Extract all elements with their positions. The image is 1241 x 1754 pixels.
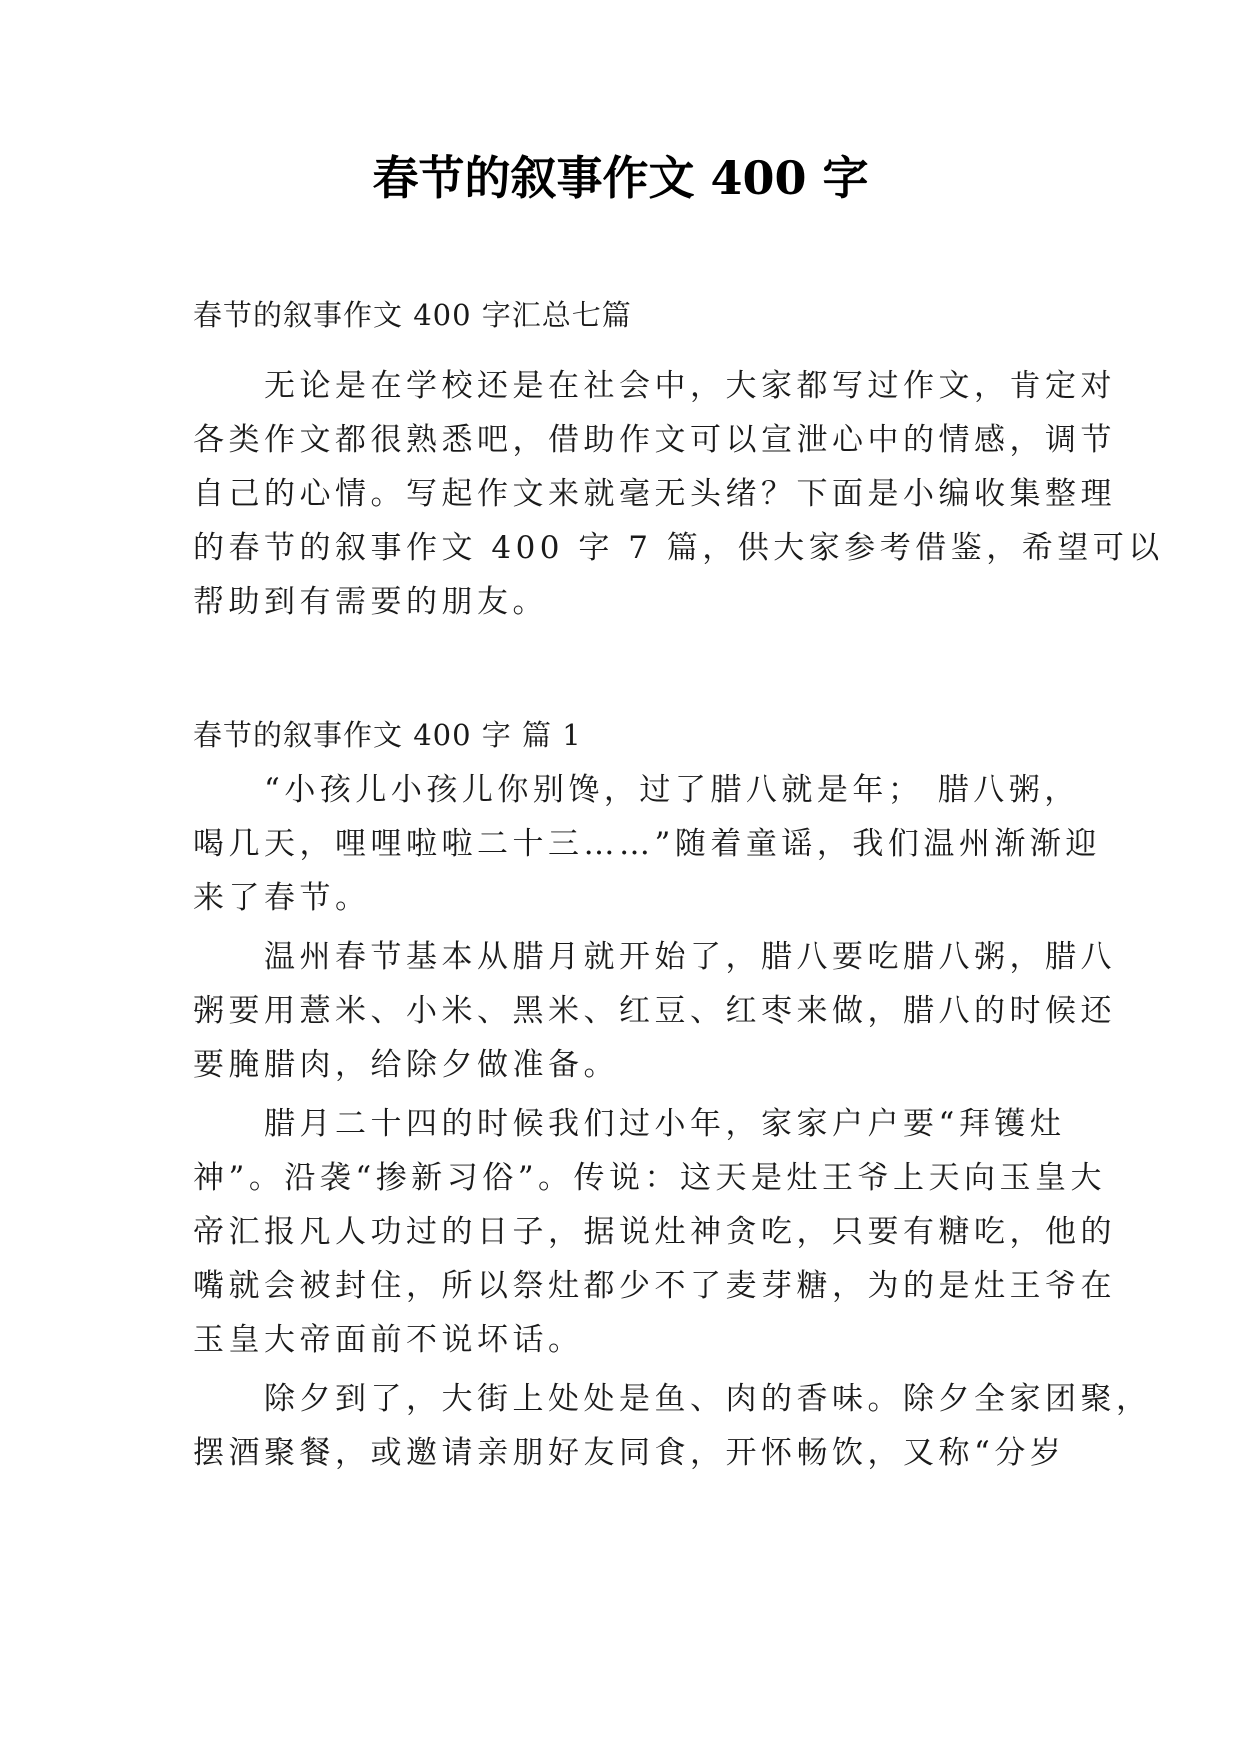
intro-line: 的春节的叙事作文 400 字 7 篇，供大家参考借鉴，希望可以 — [193, 530, 1164, 566]
body-line: 要腌腊肉，给除夕做准备。 — [193, 1047, 619, 1083]
intro-line: 帮助到有需要的朋友。 — [193, 584, 548, 620]
body-line: 玉皇大帝面前不说坏话。 — [193, 1322, 584, 1358]
body-line: 神”。沿袭“掺新习俗”。传说：这天是灶王爷上天向玉皇大 — [193, 1160, 1107, 1196]
intro-line: 自己的心情。写起作文来就毫无头绪？下面是小编收集整理 — [193, 476, 1116, 512]
body-line: “小孩儿小孩儿你别馋，过了腊八就是年； 腊八粥， — [193, 772, 1080, 808]
body-line: 腊月二十四的时候我们过小年，家家户户要“拜镬灶 — [193, 1106, 1066, 1142]
document-title: 春节的叙事作文 400 字 — [372, 151, 869, 205]
body-line: 摆酒聚餐，或邀请亲朋好友同食，开怀畅饮，又称“分岁 — [193, 1435, 1066, 1471]
body-line: 帝汇报凡人功过的日子，据说灶神贪吃，只要有糖吃，他的 — [193, 1214, 1116, 1250]
section-heading: 春节的叙事作文 400 字 篇 1 — [193, 718, 582, 752]
body-line: 温州春节基本从腊月就开始了，腊八要吃腊八粥，腊八 — [193, 939, 1116, 975]
intro-line: 各类作文都很熟悉吧，借助作文可以宣泄心中的情感，调节 — [193, 422, 1116, 458]
document-subtitle: 春节的叙事作文 400 字汇总七篇 — [193, 298, 632, 332]
body-line: 嘴就会被封住，所以祭灶都少不了麦芽糖，为的是灶王爷在 — [193, 1268, 1116, 1304]
body-line: 粥要用薏米、小米、黑米、红豆、红枣来做，腊八的时候还 — [193, 993, 1116, 1029]
body-line: 喝几天，哩哩啦啦二十三……”随着童谣，我们温州渐渐迎 — [193, 826, 1101, 862]
body-line: 除夕到了，大街上处处是鱼、肉的香味。除夕全家团聚， — [193, 1381, 1152, 1417]
intro-line: 无论是在学校还是在社会中，大家都写过作文，肯定对 — [193, 368, 1116, 404]
body-line: 来了春节。 — [193, 880, 371, 916]
